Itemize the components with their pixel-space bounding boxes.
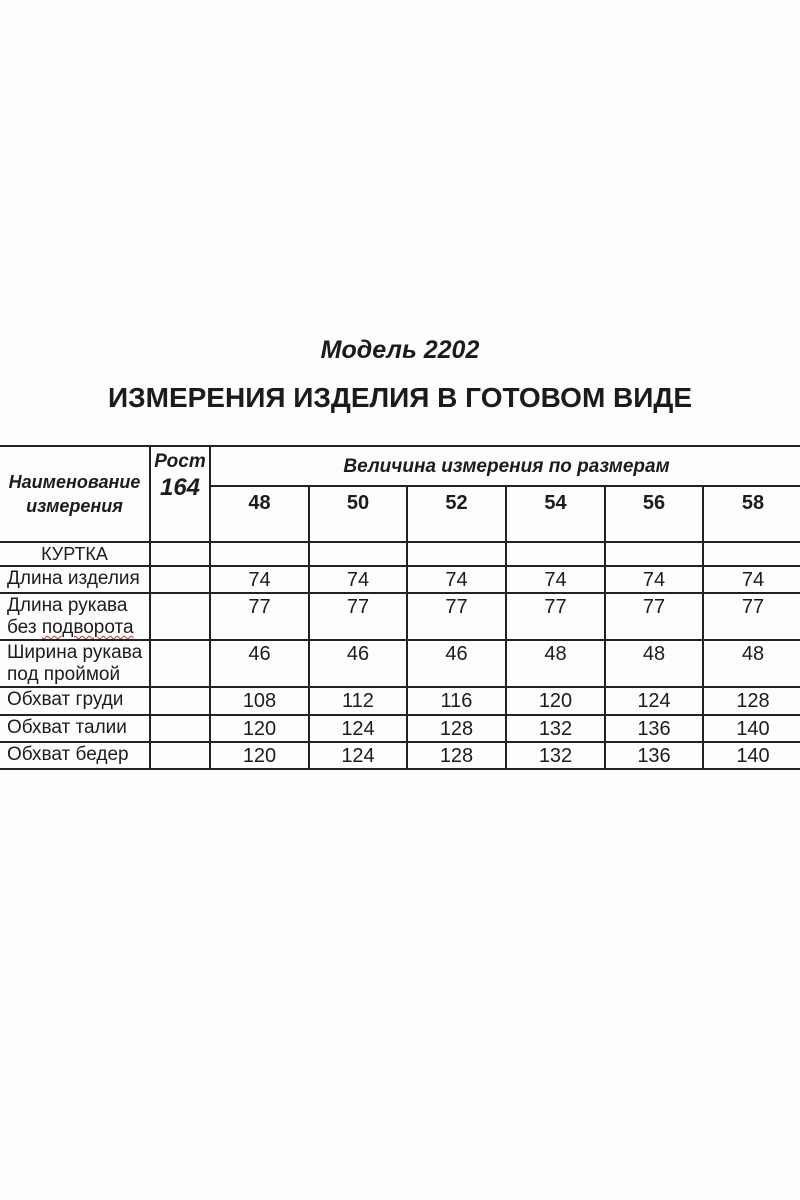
value-cell: 74 [210, 566, 309, 593]
value-cell: 48 [703, 640, 800, 687]
value-cell: 132 [506, 715, 605, 742]
header-measurement-name-line2: измерения [26, 496, 123, 516]
value-cell: 136 [605, 742, 703, 769]
value-cell: 74 [506, 566, 605, 593]
row-label-line1: Ширина рукава [7, 642, 143, 663]
value-cell: 120 [210, 742, 309, 769]
size-column-56: 56 [605, 486, 703, 542]
section-row-jacket [0, 542, 800, 566]
empty-cell [150, 593, 210, 640]
row-label-line1: Длина рукава [7, 595, 128, 616]
value-cell: 77 [407, 593, 506, 640]
empty-cell [150, 742, 210, 769]
empty-cell [210, 542, 309, 566]
value-cell: 136 [605, 715, 703, 742]
value-cell: 77 [210, 593, 309, 640]
value-cell: 108 [210, 687, 309, 715]
empty-cell [150, 640, 210, 687]
row-label: Обхват груди [0, 687, 150, 715]
value-cell: 132 [506, 742, 605, 769]
value-cell: 140 [703, 742, 800, 769]
size-column-48: 48 [210, 486, 309, 542]
row-label-line2: под проймой [7, 664, 121, 685]
page-title: ИЗМЕРЕНИЯ ИЗДЕЛИЯ В ГОТОВОМ ВИДЕ [107, 382, 693, 413]
table-row-chest [0, 687, 800, 715]
value-cell: 128 [407, 715, 506, 742]
table-row-product-length [0, 566, 800, 593]
value-cell: 124 [309, 742, 407, 769]
row-label-line2: без подворота [7, 617, 134, 638]
size-column-54: 54 [506, 486, 605, 542]
table-row-sleeve-width [0, 640, 800, 687]
value-cell: 74 [309, 566, 407, 593]
misspelled-word: подворота [41, 617, 134, 638]
row-label [0, 593, 150, 640]
value-cell: 77 [703, 593, 800, 640]
empty-cell [150, 687, 210, 715]
value-cell: 120 [506, 687, 605, 715]
table-header-row-1 [0, 446, 800, 486]
table-row-sleeve-length [0, 593, 800, 640]
value-cell: 77 [309, 593, 407, 640]
table-row-hips [0, 742, 800, 769]
value-cell: 116 [407, 687, 506, 715]
table-row-waist [0, 715, 800, 742]
header-height [150, 446, 210, 542]
value-cell: 120 [210, 715, 309, 742]
empty-cell [605, 542, 703, 566]
size-column-52: 52 [407, 486, 506, 542]
height-label: Рост [154, 451, 206, 472]
header-sizes-title: Величина измерения по размерам [210, 446, 800, 486]
header-measurement-name-line1: Наименование [8, 472, 141, 492]
empty-cell [150, 542, 210, 566]
empty-cell [703, 542, 800, 566]
value-cell: 74 [605, 566, 703, 593]
empty-cell [309, 542, 407, 566]
section-label: КУРТКА [0, 542, 150, 566]
value-cell: 77 [506, 593, 605, 640]
value-cell: 46 [407, 640, 506, 687]
value-cell: 140 [703, 715, 800, 742]
model-title: Модель 2202 [320, 336, 480, 364]
value-cell: 46 [210, 640, 309, 687]
value-cell: 124 [309, 715, 407, 742]
value-cell: 128 [703, 687, 800, 715]
row-label: Обхват талии [0, 715, 150, 742]
empty-cell [506, 542, 605, 566]
empty-cell [407, 542, 506, 566]
empty-cell [150, 566, 210, 593]
value-cell: 128 [407, 742, 506, 769]
value-cell: 112 [309, 687, 407, 715]
value-cell: 48 [506, 640, 605, 687]
empty-cell [150, 715, 210, 742]
row-label: Обхват бедер [0, 742, 150, 769]
measurements-table [0, 445, 800, 770]
size-column-58: 58 [703, 486, 800, 542]
height-value: 164 [159, 474, 201, 501]
value-cell: 74 [407, 566, 506, 593]
value-cell: 124 [605, 687, 703, 715]
value-cell: 46 [309, 640, 407, 687]
value-cell: 74 [703, 566, 800, 593]
value-cell: 77 [605, 593, 703, 640]
row-label: Длина изделия [0, 566, 150, 593]
size-column-50: 50 [309, 486, 407, 542]
header-measurement-name [0, 446, 150, 542]
value-cell: 48 [605, 640, 703, 687]
row-label [0, 640, 150, 687]
